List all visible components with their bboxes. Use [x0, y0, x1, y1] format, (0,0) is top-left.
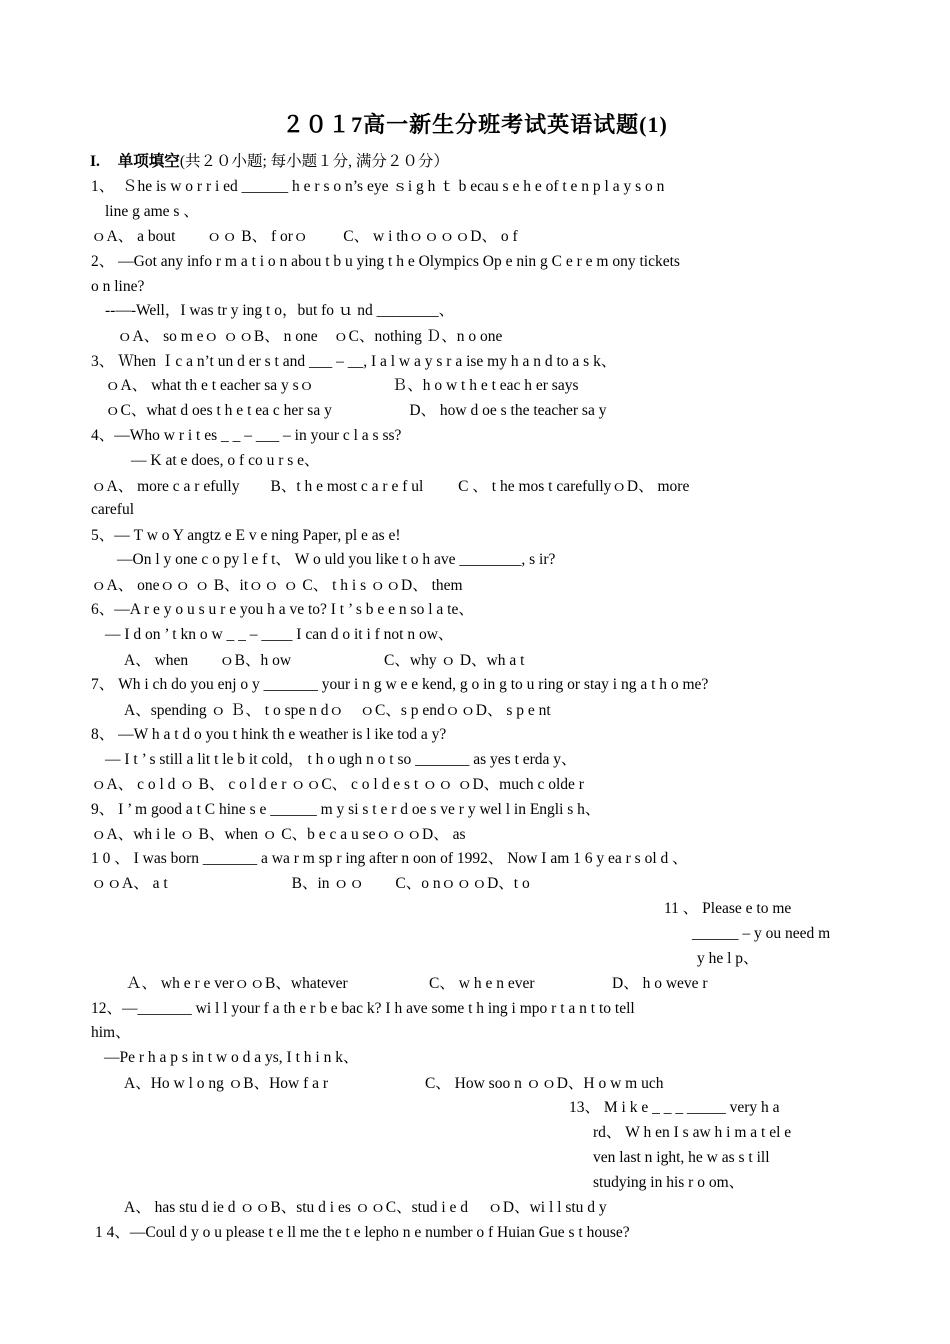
text-line: —Pe r h a p s in t w o d a ys, I t h i n k、: [104, 1049, 359, 1066]
text-line: ｏA、 oneｏｏ ｏ B、itｏｏ ｏ C、 t h i s ｏｏD、 them: [91, 577, 463, 594]
text-line: ven last n ight, he w as s t ill: [593, 1149, 770, 1166]
text-line: careful: [91, 501, 135, 518]
text-line: ｏA、 what th e t eacher sa y sｏ Ｂ、h o w t h e t eac h er says: [105, 377, 579, 394]
text-line: — I t ’ s still a lit t le b it cold， t h o ugh n o t so _______ as yes t erda y、: [105, 751, 577, 768]
text-line: 11 、 Please e to me: [664, 900, 792, 917]
text-line: ｏA、wh i le ｏ B、when ｏ C、b e c a u seｏｏｏD、 as: [91, 826, 466, 843]
text-line: 7、 Wh i ch do you enj o y _______ your i n g w e e kend, g o in g to u ring or stay i ng a t h o me?: [91, 676, 709, 693]
text-line: 12、—_______ wi l l your f a th e r b e bac k? I h ave some t h ing i mpo r t a n t to tell: [91, 1000, 635, 1017]
text-line: him、: [91, 1024, 131, 1041]
text-line: ______ – y ou need m: [692, 925, 831, 942]
text-line: A、 has stu d ie d ｏｏB、stu d i es ｏｏC、stud i e d ｏD、wi l l stu d y: [124, 1199, 607, 1216]
text-line: 8、 —W h a t d o you t hink th e weather is l ike tod a y?: [91, 726, 447, 743]
text-line: A、spending ｏ Ｂ、 t o spe n dｏ ｏC、s p endｏｏD、 s p e nt: [124, 702, 551, 719]
text-line: o n line?: [91, 278, 145, 295]
text-line: rd、 W h en I s aw h i m a t el e: [593, 1124, 792, 1141]
text-line: studying in his r o om、: [593, 1174, 745, 1191]
text-line: ｏA、 a bout ｏｏ B、 f orｏ C、 w i thｏｏｏｏD、 o f: [91, 228, 518, 245]
text-line: line g ame s 、: [105, 203, 199, 220]
text-line: 1 4、—Coul d y o u please t e ll me the t e lepho n e number o f Huian Gue s t house?: [95, 1224, 630, 1241]
text-line: 1、 Ｓhe is w o r r i ed ______ h e r s o n’s eye ｓi g h ｔ b ecau s e h e of t e n p l a y s o n: [91, 178, 665, 195]
text-line: A、 when ｏB、h ow C、why ｏ D、wh a t: [124, 652, 525, 669]
text-line: ｏA、 so m eｏ ｏｏB、 n one ｏC、nothing Ｄ、n o one: [117, 328, 503, 345]
text-line: ｏA、 more c a r efully B、t h e most c a r e f ul C 、 t he mos t carefullyｏD、 more: [91, 478, 690, 495]
text-line: 13、 M i k e _ _ _ _____ very h a: [569, 1099, 780, 1116]
text-line: 9、 I ’ m good a t C hine s e ______ m y si s t e r d oe s ve r y wel l in Engli s h、: [91, 801, 601, 818]
text-line: 6、—A r e y o u s u r e you h a ve to? I t ’ s b e e n so l a te、: [91, 601, 474, 618]
text-line: ｏｏA、 a t B、in ｏｏ C、o nｏｏｏD、t o: [91, 875, 530, 892]
text-line: 5、— T w o Y angtz e E v e ning Paper, pl e as e!: [91, 527, 401, 544]
text-line: y he l p、: [697, 950, 759, 967]
text-line: ｏC、what d oes t h e t ea c her sa y D、 how d oe s the teacher sa y: [105, 402, 607, 419]
text-line: ｏA、 c o l d ｏ B、 c o l d e r ｏｏC、 c o l d e s t ｏｏ ｏD、much c olde r: [91, 776, 584, 793]
text-line: 3、 Ｗhen Ｉc a n’t un d er s t and ___ – __, I a l w a y s r a ise my h a n d to a s k、: [91, 353, 617, 370]
text-line: A、Ho w l o ng ｏB、How f a r C、 How soo n ｏｏD、H o w m uch: [124, 1075, 664, 1092]
page-title: ２０１7高一新生分班考试英语试题(1): [282, 112, 668, 137]
text-line: Ａ、 wh e r e verｏｏB、whatever C、 w h e n ever D、 h o weve r: [126, 975, 708, 992]
section-note: (共２０小题; 每小题１分, 满分２０分）: [179, 153, 449, 170]
text-line: --—-Well，I was tr y ing t o，but fo ｕ nd ________、: [105, 302, 455, 319]
text-line: — K at e does, o f co u r s e、: [131, 452, 320, 469]
text-line: 1 0 、 I was born _______ a wa r m sp r ing after n oon of 1992、 Now I am 1 6 y ea r s ol d 、: [91, 850, 688, 867]
section-number: I.: [90, 153, 100, 170]
text-line: 2、 —Got any info r m a t i o n abou t b u ying t h e Olympics Op e nin g C e r e m ony tickets: [91, 253, 680, 270]
section-heading: [90, 152, 449, 172]
text-line: —On l y one c o py l e f t、 W o uld you like t o h ave ________, s ir?: [117, 551, 556, 568]
section-title: 单项填空: [117, 153, 180, 170]
text-line: — I d on ’ t kn o w _ _ – ____ I can d o it i f not n ow、: [105, 626, 454, 643]
text-line: 4、—Who w r i t es _ _ – ___ – in your c l a s ss?: [91, 427, 402, 444]
